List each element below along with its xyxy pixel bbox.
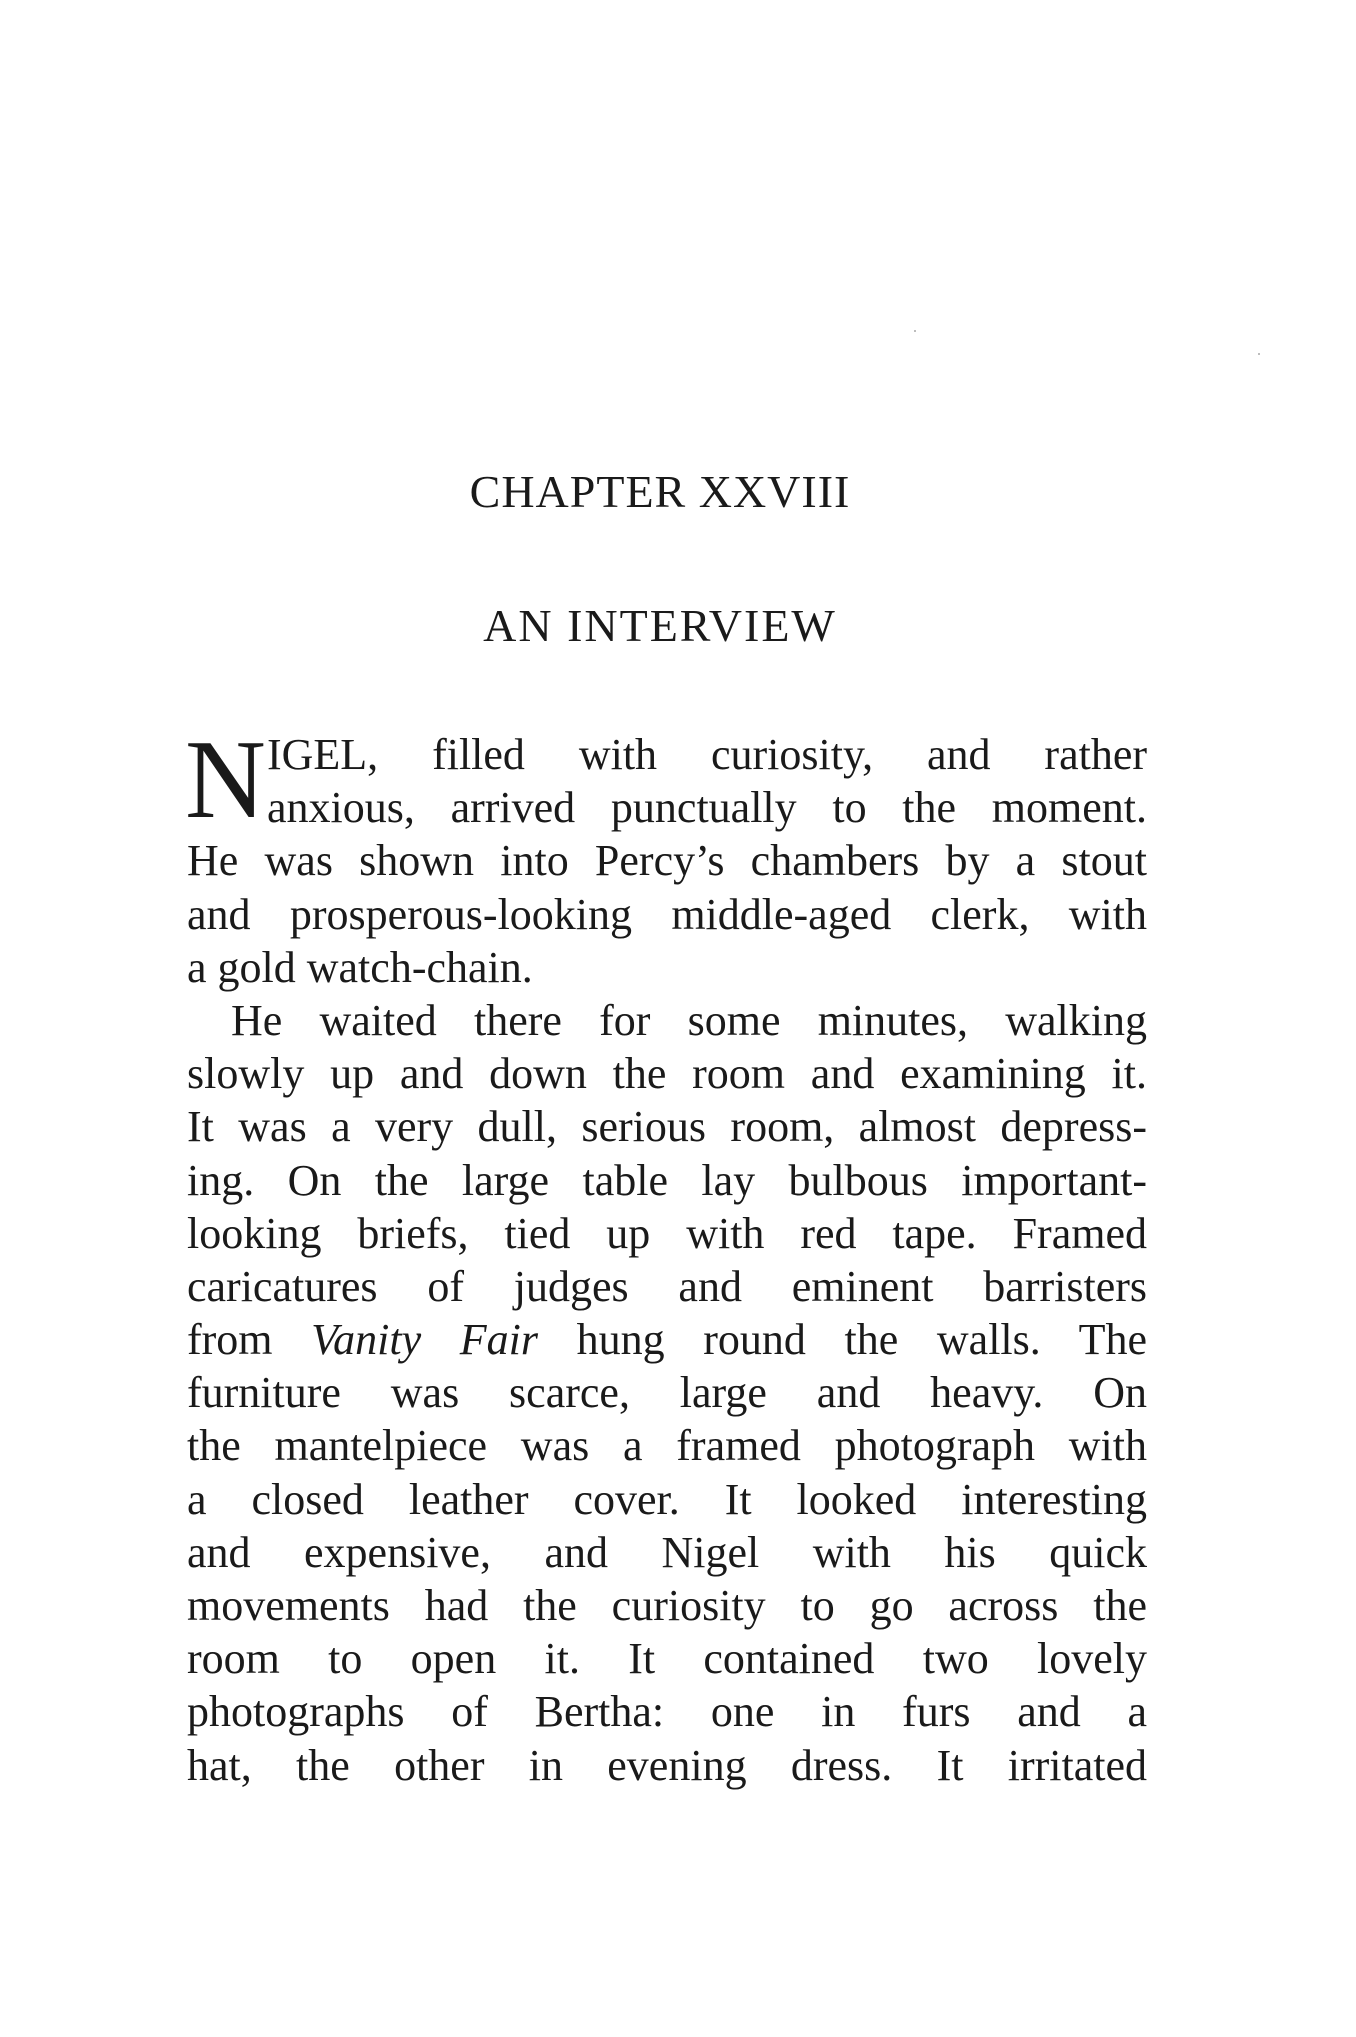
paper-speck [1258,353,1260,355]
chapter-number: CHAPTER XXVIII [469,466,851,517]
text-line: He waited there for some minutes, walking [231,995,1147,1045]
text-line: furniture was scarce, large and heavy. On [187,1368,1147,1418]
text-line: caricatures of judges and eminent barristers [187,1261,1147,1311]
text-line: room to open it. It contained two lovely [187,1634,1147,1684]
text-line: anxious, arrived punctually to the moment. [267,783,1147,833]
text-line: hat, the other in evening dress. It irritated [187,1740,1147,1790]
text-line: It was a very dull, serious room, almost depress- [187,1102,1147,1152]
text-line: slowly up and down the room and examining it. [187,1049,1147,1099]
text-line: the mantelpiece was a framed photograph with [187,1421,1147,1471]
text-fragment: hung round the walls. The [576,1315,1147,1365]
text-line: looking briefs, tied up with red tape. Framed [187,1208,1147,1258]
drop-cap: N [185,718,266,842]
text-line: movements had the curiosity to go across the [187,1581,1147,1630]
text-line: He was shown into Percy’s chambers by a stout [187,836,1147,886]
text-line: IGEL, filled with curiosity, and rather [267,730,1147,779]
text-fragment: from [187,1315,273,1365]
text-line: and prosperous-looking middle-aged clerk, with [187,889,1147,939]
text-line-with-title [187,1313,1147,1366]
text-line: photographs of Bertha: one in furs and a [187,1687,1147,1737]
text-line: a gold watch-chain. [187,942,533,992]
chapter-title: AN INTERVIEW [483,600,837,651]
text-line: ing. On the large table lay bulbous important- [187,1155,1147,1205]
text-line: and expensive, and Nigel with his quick [187,1527,1147,1577]
publication-title: Vanity Fair [311,1315,538,1365]
text-line: a closed leather cover. It looked interesting [187,1474,1147,1524]
paper-speck [914,330,916,332]
chapter-body [185,718,1147,1792]
